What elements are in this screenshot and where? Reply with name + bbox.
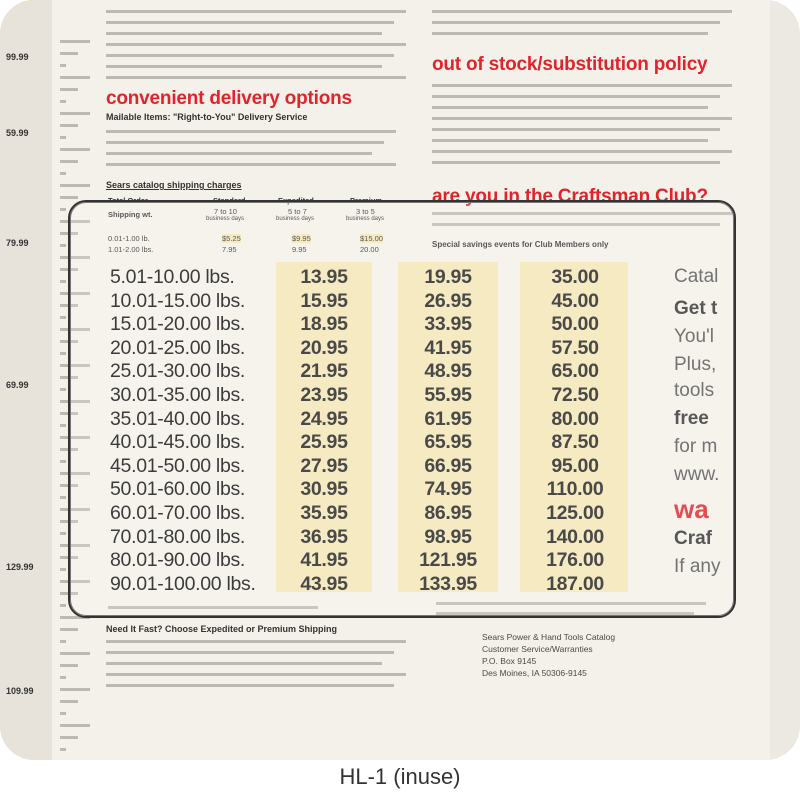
small-row2-wt: 1.01-2.00 lbs. — [108, 245, 154, 254]
address-line: Sears Power & Hand Tools Catalog — [482, 632, 616, 642]
text-line — [60, 676, 66, 679]
text-line — [106, 662, 382, 665]
text-line — [60, 352, 66, 355]
text-line — [60, 424, 66, 427]
left-strip-price: 109.99 — [6, 686, 34, 696]
row-standard-price: 23.95 — [300, 384, 348, 406]
row-premium-price: 72.50 — [551, 384, 599, 406]
text-line — [432, 32, 708, 35]
text-line — [60, 136, 66, 139]
text-line — [432, 117, 732, 120]
row-premium-price: 65.00 — [551, 360, 599, 383]
row-expedited-price: 61.95 — [424, 407, 472, 430]
text-line — [60, 532, 66, 535]
row-standard-price: 41.95 — [300, 549, 348, 572]
heading-stock: out of stock/substitution policy — [432, 54, 708, 75]
text-line — [60, 652, 90, 655]
side-fragment: Plus, — [674, 354, 717, 375]
text-line — [106, 130, 396, 133]
text-line — [106, 76, 406, 79]
subhead-need-fast: Need It Fast? Choose Expedited or Premium Shipping — [106, 624, 338, 634]
side-fragment: Craf — [674, 528, 713, 549]
text-line — [60, 640, 66, 643]
row-expedited-price: 19.95 — [424, 266, 472, 288]
row-standard-price: 20.95 — [300, 336, 348, 359]
small-col-premium: Premium — [350, 196, 383, 205]
text-line — [60, 172, 66, 175]
text-line — [432, 10, 732, 13]
text-line — [60, 244, 66, 247]
text-line — [60, 568, 66, 571]
side-fragment: If any — [674, 556, 721, 577]
row-premium-price: 140.00 — [546, 525, 604, 548]
row-standard-price: 25.95 — [300, 431, 348, 454]
row-expedited-price: 48.95 — [424, 360, 472, 383]
small-row2-std: 7.95 — [222, 245, 237, 254]
small-col-total: Total Order — [108, 196, 148, 205]
text-line — [60, 100, 66, 103]
text-line — [60, 76, 90, 79]
small-std-days: 7 to 10 — [214, 207, 237, 216]
row-expedited-price: 65.95 — [424, 431, 472, 454]
side-fragment: Catal — [674, 266, 719, 287]
text-line — [432, 150, 732, 153]
row-standard-price: 15.95 — [300, 289, 348, 312]
row-weight: 35.01-40.00 lbs. — [110, 407, 246, 430]
row-premium-price: 57.50 — [551, 336, 599, 359]
text-line — [60, 628, 78, 631]
small-col-expedited: Expedited — [278, 196, 314, 205]
row-standard-price: 36.95 — [300, 525, 348, 548]
text-line — [60, 40, 90, 43]
left-strip-price: 79.99 — [6, 238, 29, 248]
row-expedited-price: 98.95 — [424, 525, 472, 548]
row-weight: 80.01-90.00 lbs. — [110, 549, 246, 572]
magnifier-lens — [68, 200, 736, 618]
club-text: Special savings events for Club Members only — [432, 240, 609, 249]
row-standard-price: 24.95 — [300, 407, 348, 430]
small-row2-exp: 9.95 — [292, 245, 307, 254]
text-line — [60, 88, 78, 91]
small-days-unit-exp: business days — [276, 216, 315, 222]
row-expedited-price: 26.95 — [424, 289, 472, 312]
left-strip-price: 59.99 — [6, 128, 29, 138]
text-line — [432, 139, 708, 142]
row-weight: 70.01-80.00 lbs. — [110, 525, 246, 548]
subhead-charges: Sears catalog shipping charges — [106, 180, 242, 190]
row-expedited-price: 66.95 — [424, 454, 472, 477]
text-line — [106, 673, 406, 676]
row-expedited-price: 55.95 — [424, 384, 472, 406]
row-weight: 20.01-25.00 lbs. — [110, 336, 246, 359]
row-expedited-price: 74.95 — [424, 478, 472, 501]
text-line — [432, 95, 720, 98]
text-line — [106, 21, 394, 24]
text-line — [60, 208, 66, 211]
text-line — [106, 10, 406, 13]
text-line — [106, 141, 384, 144]
row-premium-price: 110.00 — [546, 478, 604, 501]
small-exp-days: 5 to 7 — [288, 207, 307, 216]
left-strip-price: 99.99 — [6, 52, 29, 62]
small-row1-prem: $15.00 — [360, 234, 383, 243]
row-premium-price: 45.00 — [551, 289, 599, 312]
text-line — [60, 388, 66, 391]
text-line — [106, 65, 382, 68]
text-line — [432, 106, 708, 109]
text-line — [432, 21, 720, 24]
row-premium-price: 80.00 — [551, 407, 599, 430]
row-premium-price: 50.00 — [551, 313, 599, 336]
side-fragment: tools — [674, 380, 715, 401]
small-row1-std: $5.25 — [222, 234, 241, 243]
heading-club: are you in the Craftsman Club? — [432, 186, 708, 207]
row-standard-price: 21.95 — [300, 360, 348, 383]
row-expedited-price: 86.95 — [424, 502, 472, 524]
row-standard-price: 18.95 — [300, 313, 348, 336]
row-standard-price: 30.95 — [300, 478, 348, 501]
address-line: P.O. Box 9145 — [482, 656, 537, 666]
text-line — [432, 84, 732, 87]
row-weight: 5.01-10.00 lbs. — [110, 266, 235, 288]
text-line — [106, 640, 406, 643]
small-prem-days: 3 to 5 — [356, 207, 375, 216]
text-line — [106, 651, 394, 654]
row-weight: 25.01-30.00 lbs. — [110, 360, 246, 383]
text-line — [60, 112, 90, 115]
text-line — [60, 604, 66, 607]
side-fragment: www. — [674, 464, 720, 485]
small-row1-exp: $9.95 — [292, 234, 311, 243]
image-caption: HL-1 (inuse) — [339, 764, 461, 789]
text-line — [60, 700, 78, 703]
row-weight: 60.01-70.00 lbs. — [110, 502, 246, 524]
row-weight: 15.01-20.00 lbs. — [110, 313, 246, 336]
text-line — [106, 54, 394, 57]
row-standard-price: 43.95 — [300, 572, 348, 595]
row-expedited-price: 121.95 — [419, 549, 477, 572]
text-line — [60, 184, 90, 187]
text-line — [60, 280, 66, 283]
heading-delivery: convenient delivery options — [106, 88, 352, 109]
text-line — [60, 52, 78, 55]
row-standard-price: 35.95 — [300, 502, 348, 524]
row-expedited-price: 33.95 — [424, 313, 472, 336]
row-standard-price: 27.95 — [300, 454, 348, 477]
text-line — [60, 196, 78, 199]
text-line — [60, 148, 90, 151]
text-line — [60, 664, 78, 667]
side-fragment: wa — [674, 494, 709, 524]
text-line — [106, 152, 372, 155]
left-strip-price: 129.99 — [6, 562, 34, 572]
row-premium-price: 35.00 — [551, 266, 599, 288]
row-premium-price: 87.50 — [551, 431, 599, 454]
address-line: Customer Service/Warranties — [482, 644, 593, 654]
small-days-unit-std: business days — [206, 216, 245, 222]
text-line — [60, 748, 66, 751]
text-line — [60, 160, 78, 163]
row-premium-price: 187.00 — [546, 572, 604, 595]
row-weight: 50.01-60.00 lbs. — [110, 478, 246, 501]
row-standard-price: 13.95 — [300, 266, 348, 288]
text-line — [60, 724, 90, 727]
small-shipping-wt: Shipping wt. — [108, 210, 153, 219]
row-weight: 40.01-45.00 lbs. — [110, 431, 246, 454]
text-line — [60, 688, 90, 691]
row-premium-price: 176.00 — [546, 549, 604, 572]
text-line — [60, 316, 66, 319]
side-fragment: Get t — [674, 298, 718, 319]
row-expedited-price: 133.95 — [419, 572, 477, 595]
text-line — [60, 712, 66, 715]
small-row2-prem: 20.00 — [360, 245, 379, 254]
text-line — [60, 736, 78, 739]
row-weight: 45.01-50.00 lbs. — [110, 454, 246, 477]
row-expedited-price: 41.95 — [424, 336, 472, 359]
subhead-mailable: Mailable Items: "Right-to-You" Delivery Service — [106, 112, 308, 122]
row-weight: 30.01-35.00 lbs. — [110, 384, 246, 406]
text-line — [60, 124, 78, 127]
text-line — [106, 684, 394, 687]
side-fragment: You'l — [674, 326, 714, 347]
row-premium-price: 125.00 — [546, 502, 604, 524]
text-line — [60, 496, 66, 499]
small-col-standard: Standard — [213, 196, 246, 205]
small-row1-wt: 0.01-1.00 lb. — [108, 234, 150, 243]
text-line — [432, 161, 720, 164]
text-line — [432, 128, 720, 131]
row-premium-price: 95.00 — [551, 454, 599, 477]
row-weight: 10.01-15.00 lbs. — [110, 289, 246, 312]
left-strip-price: 69.99 — [6, 380, 29, 390]
row-weight: 90.01-100.00 lbs. — [110, 572, 256, 595]
address-line: Des Moines, IA 50306-9145 — [482, 668, 587, 678]
text-line — [60, 460, 66, 463]
small-days-unit-prem: business days — [346, 216, 385, 222]
side-fragment: for m — [674, 436, 718, 457]
text-line — [106, 163, 396, 166]
text-line — [60, 64, 66, 67]
text-line — [106, 43, 406, 46]
text-line — [106, 32, 382, 35]
side-fragment: free — [674, 408, 709, 429]
